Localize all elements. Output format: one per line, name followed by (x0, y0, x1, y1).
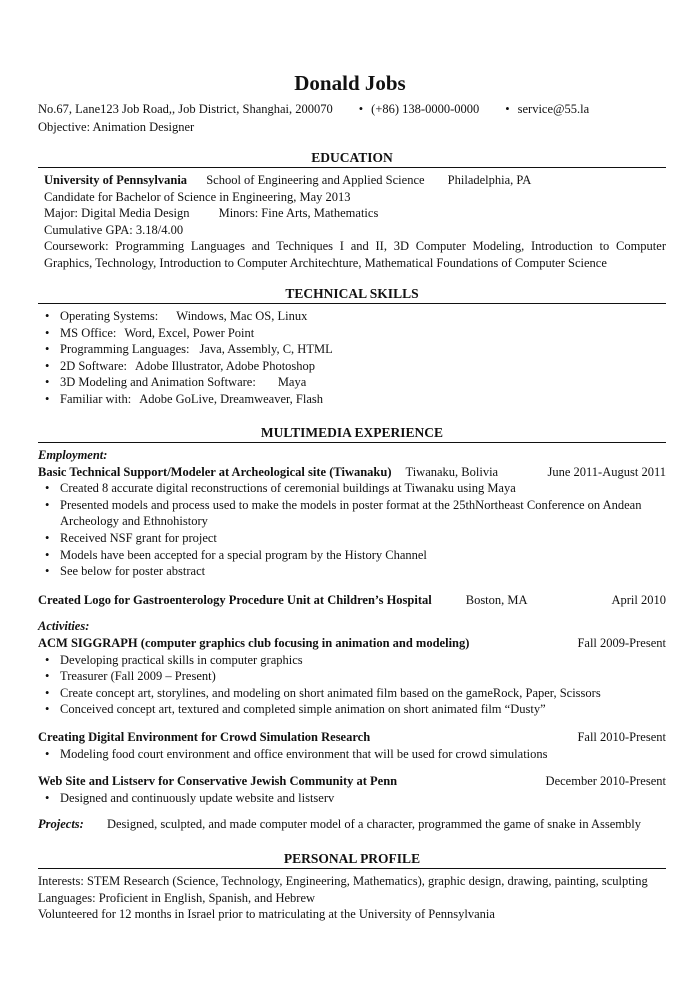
job-dates: April 2010 (611, 592, 666, 607)
activity-header (38, 635, 666, 652)
contact-line (38, 101, 668, 118)
list-item: • Designed and continuously update website and listserv (38, 790, 666, 807)
volunteer: Volunteered for 12 months in Israel prior to matriculating at the University of Pennsylvania (38, 907, 495, 922)
major: Major: Digital Media Design (44, 206, 190, 221)
list-item: • Created 8 accurate digital reconstructions of ceremonial buildings at Tiwanaku using Maya (38, 480, 666, 497)
list-item: • 3D Modeling and Animation Software: Maya (38, 374, 666, 391)
job-title: Basic Technical Support/Modeler at Archeological site (Tiwanaku) (38, 464, 392, 479)
job-dates: June 2011-August 2011 (547, 464, 666, 479)
section-heading: PERSONAL PROFILE (38, 850, 666, 869)
activity-bullets (38, 652, 666, 718)
section-heading: TECHNICAL SKILLS (38, 285, 666, 304)
activity-dates: December 2010-Present (545, 774, 666, 789)
list-item: • Operating Systems: Windows, Mac OS, Linux (38, 308, 666, 325)
list-item: • Treasurer (Fall 2009 – Present) (38, 668, 666, 685)
activities-label: Activities: (38, 619, 90, 634)
activity-header (38, 729, 666, 746)
activity-dates: Fall 2010-Present (577, 729, 666, 744)
skills-section (38, 285, 666, 408)
list-item: • Conceived concept art, textured and completed simple animation on short animated film “Dusty” (38, 701, 666, 718)
gpa: Cumulative GPA: 3.18/4.00 (44, 222, 184, 237)
projects-text: Designed, sculpted, and made computer model of a character, programmed the game of snake in Assembly (106, 817, 641, 832)
list-item: • Developing practical skills in computer graphics (38, 652, 666, 669)
list-item: • Modeling food court environment and office environment that will be used for crowd simulations (38, 746, 666, 763)
section-heading: EDUCATION (38, 149, 666, 168)
list-item: • Programming Languages: Java, Assembly, C, HTML (38, 341, 666, 358)
job-location: Tiwanaku, Bolivia (405, 464, 499, 479)
bullet-separator: • (505, 102, 510, 116)
list-item: • Create concept art, storylines, and modeling on short animated film based on the gameRock, Paper, Scissors (38, 685, 666, 702)
job-location: Boston, MA (465, 592, 528, 607)
email: service@55.la (517, 102, 590, 116)
objective: Objective: Animation Designer (38, 120, 195, 134)
candidate-name: Donald Jobs (294, 71, 406, 95)
school-name: School of Engineering and Applied Science (206, 173, 425, 187)
university-name: University of Pennsylvania (44, 173, 188, 187)
major-minors-line (44, 205, 666, 222)
degree: Candidate for Bachelor of Science in Engineering, May 2013 (44, 189, 351, 204)
skills-list (38, 308, 666, 408)
education-institution-line (44, 172, 666, 189)
activity-dates: Fall 2009-Present (577, 635, 666, 650)
list-item: • MS Office: Word, Excel, Power Point (38, 325, 666, 342)
list-item: • Received NSF grant for project (38, 530, 666, 547)
activity-bullets (38, 790, 666, 807)
job-title: Created Logo for Gastroenterology Procedure Unit at Children’s Hospital (38, 592, 432, 607)
education-section (38, 149, 666, 272)
coursework: Coursework: Programming Languages and Techniques I and II, 3D Computer Modeling, Introduction to Computer Graphics, Technology, Introduction to Computer Architechture, Mathematical Foundations of Computer Science (44, 239, 666, 270)
employment-label: Employment: (38, 448, 108, 462)
projects-label: Projects: (38, 817, 84, 832)
list-item: • 2D Software: Adobe Illustrator, Adobe Photoshop (38, 358, 666, 375)
job-header (38, 464, 666, 481)
languages: Languages: Proficient in English, Spanish, and Hebrew (38, 890, 316, 905)
projects-line (38, 816, 666, 833)
profile-section (38, 850, 666, 923)
activity-title: Creating Digital Environment for Crowd Simulation Research (38, 729, 371, 744)
address: No.67, Lane123 Job Road,, Job District, Shanghai, 200070 (38, 102, 333, 116)
section-heading: MULTIMEDIA EXPERIENCE (38, 424, 666, 443)
experience-section (38, 424, 666, 833)
minors: Minors: Fine Arts, Mathematics (218, 206, 379, 221)
bullet-separator: • (358, 102, 364, 116)
activity-bullets (38, 746, 666, 763)
list-item: • Presented models and process used to make the models in poster format at the 25thNortheast Conference on Andean Archeology and Ethnohistory (38, 497, 666, 530)
phone: (+86) 138-0000-0000 (371, 102, 480, 116)
university-location: Philadelphia, PA (447, 173, 532, 187)
activity-header (38, 773, 666, 790)
job-bullets (38, 480, 666, 580)
list-item: • Familiar with: Adobe GoLive, Dreamweaver, Flash (38, 391, 666, 408)
interests: Interests: STEM Research (Science, Technology, Engineering, Mathematics), graphic design, drawing, painting, sculpting (38, 874, 648, 888)
list-item: • See below for poster abstract (38, 563, 666, 580)
activity-title: Web Site and Listserv for Conservative Jewish Community at Penn (38, 774, 398, 789)
activity-title: ACM SIGGRAPH (computer graphics club focusing in animation and modeling) (38, 635, 470, 650)
job-header (38, 592, 666, 609)
list-item: • Models have been accepted for a special program by the History Channel (38, 547, 666, 564)
